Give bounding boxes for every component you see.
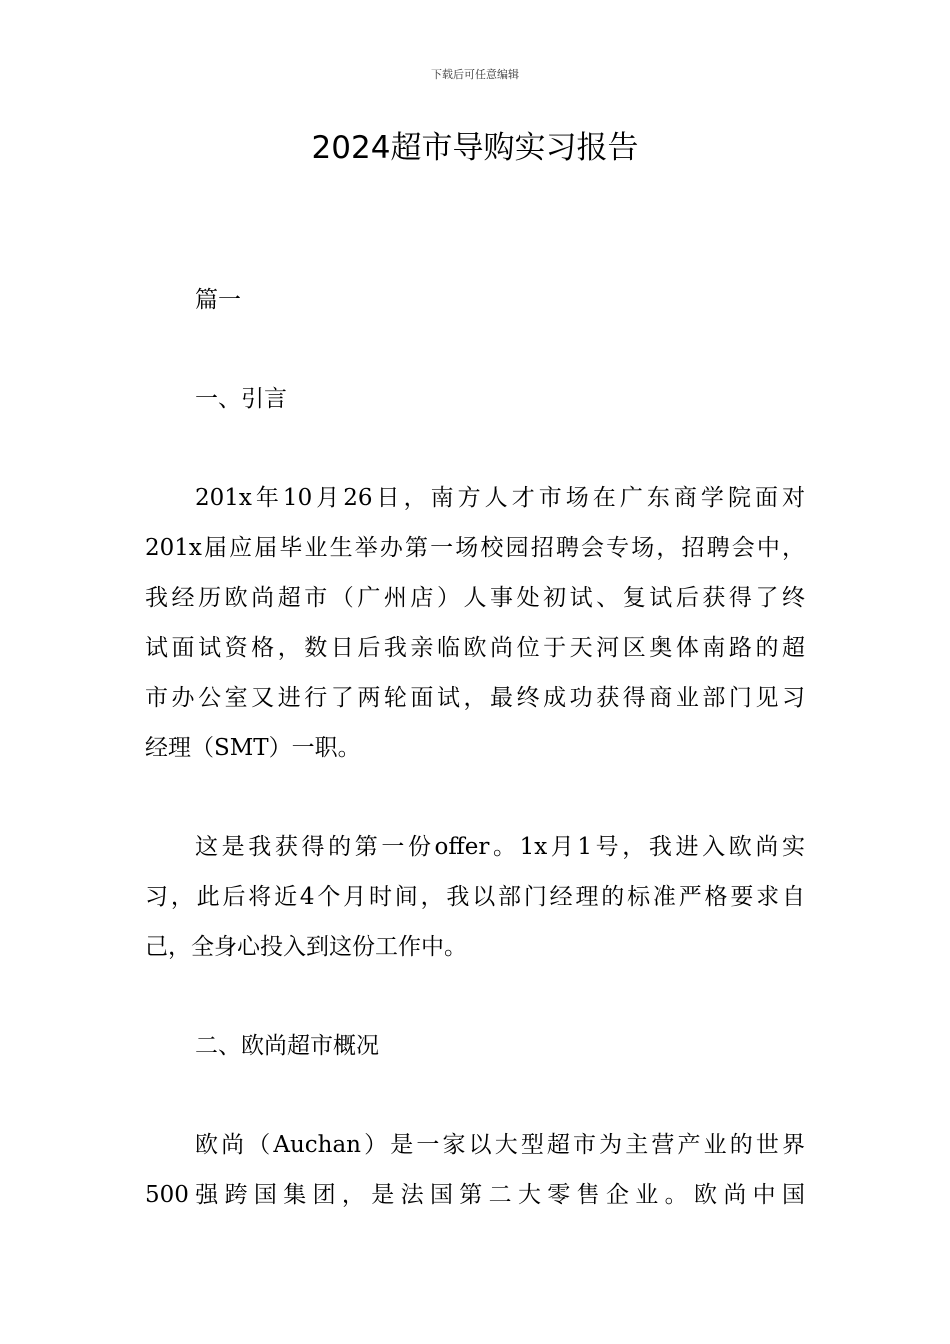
header-note: 下载后可任意编辑 (431, 68, 519, 81)
section-heading-auchan-overview: 二、欧尚超市概况 (195, 1033, 379, 1059)
paragraph-line: 习，此后将近4个月时间，我以部门经理的标准严格要求自 (145, 884, 805, 910)
paragraph-line: 我经历欧尚超市（广州店）人事处初试、复试后获得了终 (145, 585, 805, 611)
paragraph-line: 己，全身心投入到这份工作中。 (145, 934, 467, 960)
paragraph-line: 欧尚（Auchan）是一家以大型超市为主营产业的世界 (195, 1132, 805, 1158)
paragraph-line: 这是我获得的第一份offer。1x月1号，我进入欧尚实 (195, 834, 805, 860)
paragraph-line: 201x届应届毕业生举办第一场校园招聘会专场，招聘会中， (145, 535, 805, 561)
paragraph-line: 试面试资格，数日后我亲临欧尚位于天河区奥体南路的超 (145, 635, 805, 661)
section-heading-introduction: 一、引言 (195, 386, 287, 412)
paragraph-line: 市办公室又进行了两轮面试，最终成功获得商业部门见习 (145, 685, 805, 711)
paragraph-line: 500强跨国集团，是法国第二大零售企业。欧尚中国 (145, 1182, 805, 1208)
document-title: 2024超市导购实习报告 (311, 130, 639, 166)
part-label: 篇一 (195, 287, 241, 313)
paragraph-line: 201x年10月26日，南方人才市场在广东商学院面对 (195, 485, 805, 511)
paragraph-line: 经理（SMT）一职。 (145, 735, 361, 761)
